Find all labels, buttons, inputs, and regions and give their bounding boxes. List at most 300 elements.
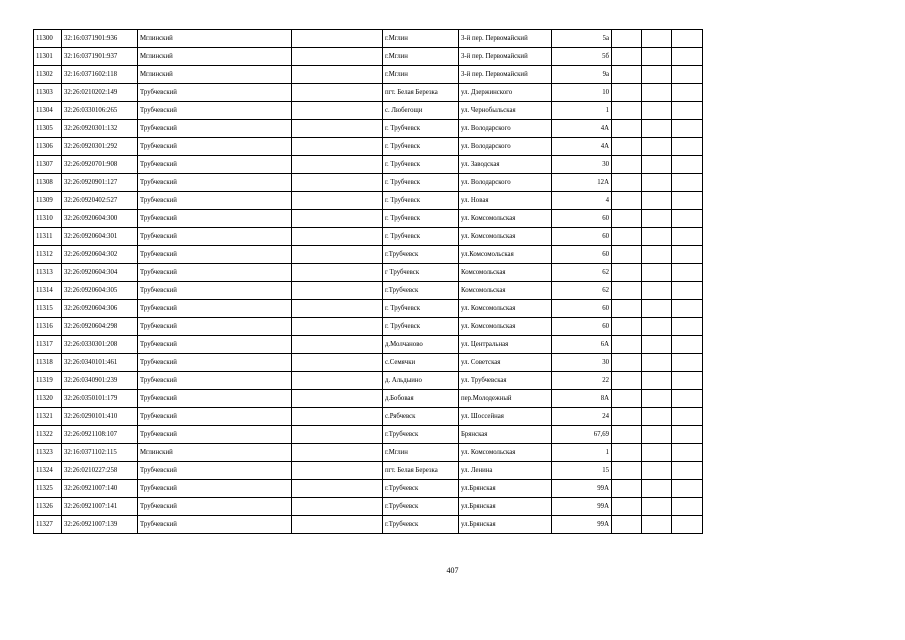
district-cell: Трубчевский <box>138 480 292 498</box>
extra-column-2-cell <box>642 318 672 336</box>
house-number-cell: 60 <box>552 210 612 228</box>
extra-column-3-cell <box>672 120 703 138</box>
cadastral-number-cell: 32:16:0371102:115 <box>62 444 138 462</box>
extra-column-3-cell <box>672 444 703 462</box>
street-cell: ул. Советская <box>459 354 552 372</box>
extra-column-3-cell <box>672 462 703 480</box>
street-cell: ул. Комсомольская <box>459 300 552 318</box>
extra-column-1-cell <box>612 66 642 84</box>
cadastral-number-cell: 32:26:0920301:292 <box>62 138 138 156</box>
cadastral-number-cell: 32:26:0330106:265 <box>62 102 138 120</box>
house-number-cell: 1 <box>552 444 612 462</box>
cadastral-number-cell: 32:26:0920701:908 <box>62 156 138 174</box>
table-row <box>34 516 703 534</box>
cadastral-number-cell: 32:26:0920604:306 <box>62 300 138 318</box>
district-cell: Трубчевский <box>138 498 292 516</box>
page-number: 407 <box>446 566 459 575</box>
extra-column-3-cell <box>672 138 703 156</box>
extra-column-3-cell <box>672 228 703 246</box>
settlement-cell: г.Трубчевск <box>383 480 459 498</box>
cadastral-number-cell: 32:26:0920901:127 <box>62 174 138 192</box>
street-cell: 3-й пер. Первомайский <box>459 48 552 66</box>
settlement-cell: г.Трубчевск <box>383 426 459 444</box>
table-row <box>34 444 703 462</box>
extra-column-3-cell <box>672 372 703 390</box>
settlement-cell: г. Трубчевск <box>383 300 459 318</box>
cadastral-number-cell: 32:26:0210227:258 <box>62 462 138 480</box>
district-cell: Трубчевский <box>138 120 292 138</box>
house-number-cell: 12А <box>552 174 612 192</box>
district-cell: Трубчевский <box>138 390 292 408</box>
row-number-cell: 11326 <box>34 498 62 516</box>
row-number-cell: 11316 <box>34 318 62 336</box>
extra-column-1-cell <box>612 120 642 138</box>
row-number-cell: 11322 <box>34 426 62 444</box>
extra-column-3-cell <box>672 264 703 282</box>
extra-column-3-cell <box>672 66 703 84</box>
extra-column-1-cell <box>612 444 642 462</box>
district-cell: Мглинский <box>138 66 292 84</box>
street-cell: 3-й пер. Первомайский <box>459 30 552 48</box>
row-number-cell: 11323 <box>34 444 62 462</box>
row-number-cell: 11308 <box>34 174 62 192</box>
cadastral-number-cell: 32:26:0921007:139 <box>62 516 138 534</box>
extra-column-2-cell <box>642 408 672 426</box>
street-cell: ул. Володарского <box>459 138 552 156</box>
settlement-cell: д.Молчаново <box>383 336 459 354</box>
district-cell: Трубчевский <box>138 354 292 372</box>
extra-column-1-cell <box>612 372 642 390</box>
street-cell: ул. Ленина <box>459 462 552 480</box>
extra-column-2-cell <box>642 138 672 156</box>
row-number-cell: 11303 <box>34 84 62 102</box>
table-row <box>34 174 703 192</box>
extra-column-3-cell <box>672 102 703 120</box>
street-cell: ул. Комсомольская <box>459 318 552 336</box>
street-cell: пер.Молодежный <box>459 390 552 408</box>
street-cell: ул. Чернобыльская <box>459 102 552 120</box>
house-number-cell: 8А <box>552 390 612 408</box>
blank-column-cell <box>292 84 383 102</box>
district-cell: Трубчевский <box>138 516 292 534</box>
table-row <box>34 426 703 444</box>
table-row <box>34 120 703 138</box>
district-cell: Трубчевский <box>138 174 292 192</box>
registry-table <box>33 29 703 534</box>
extra-column-3-cell <box>672 498 703 516</box>
extra-column-2-cell <box>642 516 672 534</box>
extra-column-1-cell <box>612 480 642 498</box>
row-number-cell: 11318 <box>34 354 62 372</box>
cadastral-number-cell: 32:26:0340901:239 <box>62 372 138 390</box>
table-row <box>34 390 703 408</box>
blank-column-cell <box>292 336 383 354</box>
district-cell: Трубчевский <box>138 210 292 228</box>
cadastral-number-cell: 32:26:0921007:140 <box>62 480 138 498</box>
house-number-cell: 1 <box>552 102 612 120</box>
table-row <box>34 480 703 498</box>
extra-column-2-cell <box>642 66 672 84</box>
table-row <box>34 30 703 48</box>
blank-column-cell <box>292 120 383 138</box>
house-number-cell: 15 <box>552 462 612 480</box>
street-cell: ул. Шоссейная <box>459 408 552 426</box>
table-row <box>34 354 703 372</box>
settlement-cell: д. Альдыино <box>383 372 459 390</box>
blank-column-cell <box>292 138 383 156</box>
settlement-cell: д.Бобовая <box>383 390 459 408</box>
cadastral-number-cell: 32:26:0920604:305 <box>62 282 138 300</box>
extra-column-1-cell <box>612 300 642 318</box>
table-row <box>34 228 703 246</box>
extra-column-3-cell <box>672 192 703 210</box>
house-number-cell: 10 <box>552 84 612 102</box>
district-cell: Трубчевский <box>138 192 292 210</box>
settlement-cell: г.Трубчевск <box>383 246 459 264</box>
extra-column-2-cell <box>642 246 672 264</box>
extra-column-2-cell <box>642 192 672 210</box>
district-cell: Мглинский <box>138 30 292 48</box>
extra-column-1-cell <box>612 462 642 480</box>
extra-column-1-cell <box>612 264 642 282</box>
row-number-cell: 11325 <box>34 480 62 498</box>
extra-column-3-cell <box>672 174 703 192</box>
cadastral-number-cell: 32:26:0920604:298 <box>62 318 138 336</box>
extra-column-1-cell <box>612 30 642 48</box>
extra-column-3-cell <box>672 408 703 426</box>
extra-column-2-cell <box>642 120 672 138</box>
extra-column-1-cell <box>612 516 642 534</box>
district-cell: Трубчевский <box>138 156 292 174</box>
extra-column-1-cell <box>612 210 642 228</box>
extra-column-3-cell <box>672 246 703 264</box>
house-number-cell: 99А <box>552 480 612 498</box>
house-number-cell: 60 <box>552 318 612 336</box>
extra-column-2-cell <box>642 264 672 282</box>
blank-column-cell <box>292 246 383 264</box>
district-cell: Трубчевский <box>138 228 292 246</box>
extra-column-2-cell <box>642 84 672 102</box>
settlement-cell: г. Трубчевск <box>383 120 459 138</box>
row-number-cell: 11302 <box>34 66 62 84</box>
table-row <box>34 192 703 210</box>
blank-column-cell <box>292 426 383 444</box>
settlement-cell: г. Трубчевск <box>383 192 459 210</box>
cadastral-number-cell: 32:26:0920604:304 <box>62 264 138 282</box>
extra-column-1-cell <box>612 192 642 210</box>
extra-column-3-cell <box>672 210 703 228</box>
extra-column-3-cell <box>672 336 703 354</box>
house-number-cell: 60 <box>552 300 612 318</box>
row-number-cell: 11305 <box>34 120 62 138</box>
settlement-cell: пгт. Белая Березка <box>383 84 459 102</box>
house-number-cell: 30 <box>552 156 612 174</box>
house-number-cell: 9а <box>552 66 612 84</box>
extra-column-1-cell <box>612 228 642 246</box>
extra-column-1-cell <box>612 138 642 156</box>
blank-column-cell <box>292 48 383 66</box>
street-cell: ул.Комсомольская <box>459 246 552 264</box>
table-row <box>34 264 703 282</box>
house-number-cell: 24 <box>552 408 612 426</box>
district-cell: Трубчевский <box>138 84 292 102</box>
row-number-cell: 11314 <box>34 282 62 300</box>
row-number-cell: 11315 <box>34 300 62 318</box>
blank-column-cell <box>292 228 383 246</box>
blank-column-cell <box>292 102 383 120</box>
cadastral-number-cell: 32:26:0350101:179 <box>62 390 138 408</box>
table-row <box>34 282 703 300</box>
house-number-cell: 4 <box>552 192 612 210</box>
blank-column-cell <box>292 516 383 534</box>
table-row <box>34 300 703 318</box>
cadastral-number-cell: 32:26:0290101:410 <box>62 408 138 426</box>
settlement-cell: г. Трубчевск <box>383 174 459 192</box>
street-cell: ул. Трубчевская <box>459 372 552 390</box>
blank-column-cell <box>292 480 383 498</box>
extra-column-2-cell <box>642 390 672 408</box>
extra-column-1-cell <box>612 156 642 174</box>
cadastral-number-cell: 32:26:0330301:208 <box>62 336 138 354</box>
table-row <box>34 372 703 390</box>
cadastral-number-cell: 32:16:0371901:936 <box>62 30 138 48</box>
row-number-cell: 11327 <box>34 516 62 534</box>
cadastral-number-cell: 32:16:0371602:118 <box>62 66 138 84</box>
extra-column-3-cell <box>672 84 703 102</box>
blank-column-cell <box>292 498 383 516</box>
blank-column-cell <box>292 264 383 282</box>
house-number-cell: 60 <box>552 228 612 246</box>
street-cell: ул.Брянская <box>459 498 552 516</box>
cadastral-number-cell: 32:26:0921108:107 <box>62 426 138 444</box>
extra-column-1-cell <box>612 84 642 102</box>
extra-column-3-cell <box>672 282 703 300</box>
street-cell: ул.Брянская <box>459 480 552 498</box>
street-cell: Комсомольская <box>459 264 552 282</box>
street-cell: ул. Новая <box>459 192 552 210</box>
house-number-cell: 5б <box>552 48 612 66</box>
extra-column-1-cell <box>612 174 642 192</box>
district-cell: Трубчевский <box>138 300 292 318</box>
extra-column-1-cell <box>612 426 642 444</box>
table-row <box>34 66 703 84</box>
row-number-cell: 11306 <box>34 138 62 156</box>
cadastral-number-cell: 32:26:0920402:527 <box>62 192 138 210</box>
row-number-cell: 11324 <box>34 462 62 480</box>
settlement-cell: г. Трубчевск <box>383 138 459 156</box>
house-number-cell: 60 <box>552 246 612 264</box>
cadastral-number-cell: 32:26:0921007:141 <box>62 498 138 516</box>
street-cell: ул.Брянская <box>459 516 552 534</box>
extra-column-1-cell <box>612 354 642 372</box>
settlement-cell: пгт. Белая Березка <box>383 462 459 480</box>
extra-column-2-cell <box>642 228 672 246</box>
extra-column-1-cell <box>612 246 642 264</box>
settlement-cell: г.Мглин <box>383 66 459 84</box>
street-cell: ул. Володарского <box>459 174 552 192</box>
settlement-cell: г.Мглин <box>383 48 459 66</box>
extra-column-2-cell <box>642 498 672 516</box>
table-row <box>34 318 703 336</box>
house-number-cell: 5а <box>552 30 612 48</box>
extra-column-1-cell <box>612 102 642 120</box>
cadastral-number-cell: 32:26:0340101:461 <box>62 354 138 372</box>
extra-column-3-cell <box>672 354 703 372</box>
row-number-cell: 11313 <box>34 264 62 282</box>
extra-column-2-cell <box>642 354 672 372</box>
street-cell: ул. Заводская <box>459 156 552 174</box>
extra-column-2-cell <box>642 282 672 300</box>
cadastral-number-cell: 32:16:0371901:937 <box>62 48 138 66</box>
street-cell: Брянская <box>459 426 552 444</box>
cadastral-number-cell: 32:26:0920604:302 <box>62 246 138 264</box>
row-number-cell: 11319 <box>34 372 62 390</box>
extra-column-3-cell <box>672 156 703 174</box>
settlement-cell: г.Мглин <box>383 444 459 462</box>
street-cell: ул. Центральная <box>459 336 552 354</box>
extra-column-1-cell <box>612 48 642 66</box>
district-cell: Трубчевский <box>138 336 292 354</box>
blank-column-cell <box>292 174 383 192</box>
street-cell: ул. Володарского <box>459 120 552 138</box>
blank-column-cell <box>292 444 383 462</box>
settlement-cell: с. Любегощи <box>383 102 459 120</box>
street-cell: ул. Комсомольская <box>459 210 552 228</box>
house-number-cell: 30 <box>552 354 612 372</box>
blank-column-cell <box>292 156 383 174</box>
extra-column-1-cell <box>612 408 642 426</box>
district-cell: Мглинский <box>138 444 292 462</box>
row-number-cell: 11307 <box>34 156 62 174</box>
extra-column-3-cell <box>672 300 703 318</box>
blank-column-cell <box>292 66 383 84</box>
house-number-cell: 4А <box>552 120 612 138</box>
extra-column-2-cell <box>642 444 672 462</box>
table-row <box>34 408 703 426</box>
blank-column-cell <box>292 30 383 48</box>
extra-column-2-cell <box>642 102 672 120</box>
row-number-cell: 11317 <box>34 336 62 354</box>
extra-column-2-cell <box>642 300 672 318</box>
row-number-cell: 11304 <box>34 102 62 120</box>
extra-column-2-cell <box>642 462 672 480</box>
house-number-cell: 99А <box>552 498 612 516</box>
extra-column-3-cell <box>672 480 703 498</box>
extra-column-1-cell <box>612 318 642 336</box>
table-row <box>34 462 703 480</box>
row-number-cell: 11320 <box>34 390 62 408</box>
extra-column-3-cell <box>672 390 703 408</box>
blank-column-cell <box>292 408 383 426</box>
blank-column-cell <box>292 390 383 408</box>
blank-column-cell <box>292 318 383 336</box>
cadastral-number-cell: 32:26:0920604:300 <box>62 210 138 228</box>
extra-column-2-cell <box>642 174 672 192</box>
extra-column-3-cell <box>672 318 703 336</box>
house-number-cell: 6А <box>552 336 612 354</box>
blank-column-cell <box>292 354 383 372</box>
district-cell: Трубчевский <box>138 318 292 336</box>
row-number-cell: 11321 <box>34 408 62 426</box>
table-row <box>34 102 703 120</box>
row-number-cell: 11310 <box>34 210 62 228</box>
settlement-cell: г.Трубчевск <box>383 516 459 534</box>
district-cell: Трубчевский <box>138 246 292 264</box>
extra-column-2-cell <box>642 336 672 354</box>
extra-column-2-cell <box>642 426 672 444</box>
street-cell: 3-й пер. Первомайский <box>459 66 552 84</box>
district-cell: Трубчевский <box>138 138 292 156</box>
extra-column-2-cell <box>642 210 672 228</box>
settlement-cell: г. Трубчевск <box>383 318 459 336</box>
table-row <box>34 138 703 156</box>
extra-column-3-cell <box>672 426 703 444</box>
table-row <box>34 210 703 228</box>
extra-column-2-cell <box>642 372 672 390</box>
table-row <box>34 498 703 516</box>
extra-column-1-cell <box>612 390 642 408</box>
table-row <box>34 246 703 264</box>
cadastral-number-cell: 32:26:0920604:301 <box>62 228 138 246</box>
settlement-cell: г.Мглин <box>383 30 459 48</box>
blank-column-cell <box>292 192 383 210</box>
district-cell: Трубчевский <box>138 408 292 426</box>
district-cell: Трубчевский <box>138 102 292 120</box>
row-number-cell: 11312 <box>34 246 62 264</box>
street-cell: ул. Дзержинского <box>459 84 552 102</box>
district-cell: Трубчевский <box>138 426 292 444</box>
extra-column-1-cell <box>612 336 642 354</box>
blank-column-cell <box>292 372 383 390</box>
settlement-cell: с.Семячки <box>383 354 459 372</box>
row-number-cell: 11300 <box>34 30 62 48</box>
extra-column-2-cell <box>642 48 672 66</box>
district-cell: Трубчевский <box>138 282 292 300</box>
blank-column-cell <box>292 210 383 228</box>
blank-column-cell <box>292 462 383 480</box>
house-number-cell: 99А <box>552 516 612 534</box>
house-number-cell: 4А <box>552 138 612 156</box>
extra-column-1-cell <box>612 282 642 300</box>
extra-column-3-cell <box>672 516 703 534</box>
extra-column-2-cell <box>642 156 672 174</box>
settlement-cell: г.Трубчевск <box>383 498 459 516</box>
house-number-cell: 22 <box>552 372 612 390</box>
table-row <box>34 156 703 174</box>
street-cell: Комсомольская <box>459 282 552 300</box>
house-number-cell: 62 <box>552 282 612 300</box>
extra-column-1-cell <box>612 498 642 516</box>
row-number-cell: 11301 <box>34 48 62 66</box>
house-number-cell: 67,69 <box>552 426 612 444</box>
extra-column-2-cell <box>642 30 672 48</box>
settlement-cell: с.Рябчевск <box>383 408 459 426</box>
extra-column-2-cell <box>642 480 672 498</box>
cadastral-number-cell: 32:26:0210202:149 <box>62 84 138 102</box>
settlement-cell: г. Трубчевск <box>383 228 459 246</box>
extra-column-3-cell <box>672 48 703 66</box>
table-row <box>34 48 703 66</box>
district-cell: Трубчевский <box>138 372 292 390</box>
district-cell: Трубчевский <box>138 264 292 282</box>
table-row <box>34 84 703 102</box>
settlement-cell: г. Трубчевск <box>383 156 459 174</box>
settlement-cell: г. Трубчевск <box>383 210 459 228</box>
extra-column-3-cell <box>672 30 703 48</box>
house-number-cell: 62 <box>552 264 612 282</box>
cadastral-number-cell: 32:26:0920301:132 <box>62 120 138 138</box>
district-cell: Мглинский <box>138 48 292 66</box>
